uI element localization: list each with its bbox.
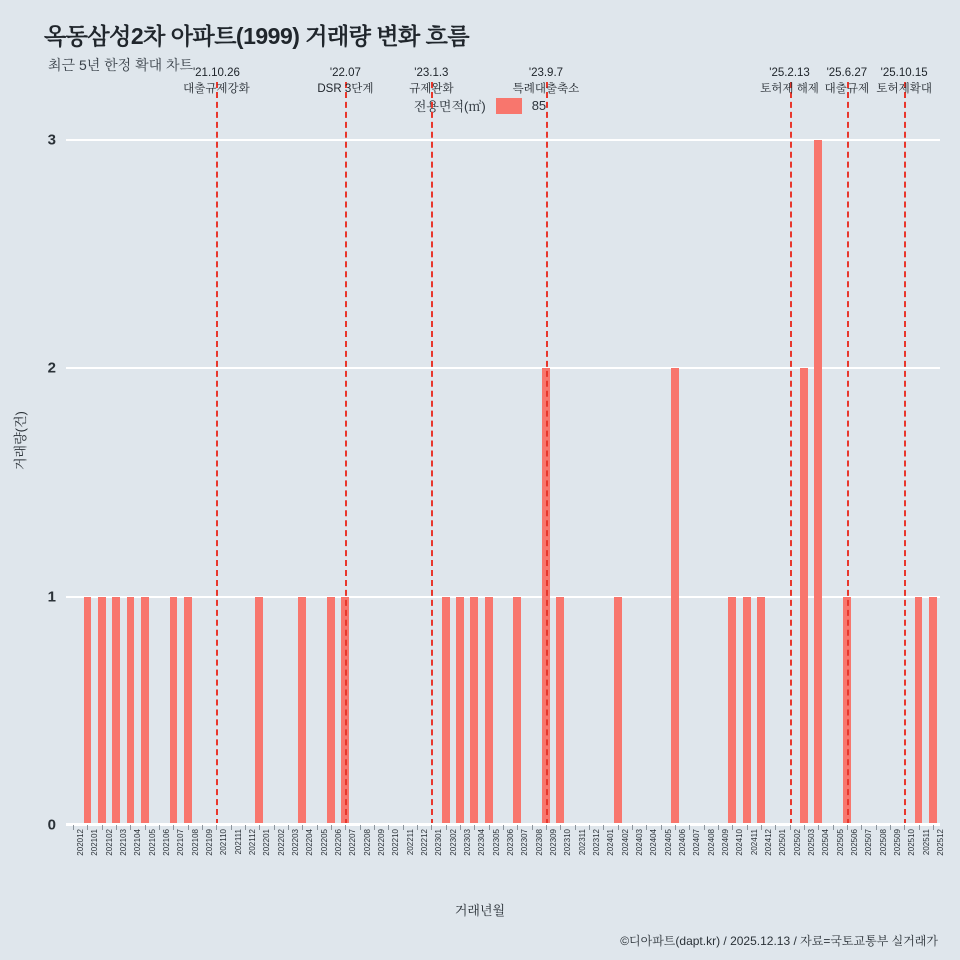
x-tick-label: 202205 [319,829,329,856]
x-tick-label: 202309 [548,829,558,856]
x-tick-mark [904,825,905,830]
x-tick-mark [345,825,346,830]
x-tick-mark [532,825,533,830]
bar [84,597,92,825]
x-tick-label: 202209 [377,829,387,856]
x-tick-label: 202407 [692,829,702,856]
bar [298,597,306,825]
event-name: DSR 3단계 [317,83,374,95]
x-tick-label: 202406 [677,829,687,856]
x-tick-mark [245,825,246,830]
bar [442,597,450,825]
event-label-202510 [876,65,932,97]
x-tick-mark [216,825,217,830]
x-tick-mark [331,825,332,830]
event-date: '22.07 [329,67,361,79]
x-axis-ticks [66,825,945,905]
x-tick-mark [446,825,447,830]
x-tick-label: 202511 [921,829,931,856]
x-tick-label: 202211 [405,829,415,856]
event-date: '23.9.7 [528,67,564,79]
x-tick-label: 202412 [763,829,773,856]
event-line-202301 [431,82,433,825]
x-tick-label: 202107 [176,829,186,856]
x-tick-mark [890,825,891,830]
x-tick-label: 202505 [835,829,845,856]
bar [485,597,493,825]
bar [170,597,178,825]
y-axis-label: 거래량(건) [13,411,28,470]
event-label-202506 [825,65,869,97]
x-tick-mark [632,825,633,830]
event-label-202301 [409,65,453,97]
x-tick-mark [317,825,318,830]
x-tick-mark [73,825,74,830]
x-tick-label: 202404 [649,829,659,856]
x-tick-mark [188,825,189,830]
x-tick-label: 202301 [434,829,444,856]
x-tick-mark [116,825,117,830]
x-tick-mark [360,825,361,830]
legend-title: 전용면적(㎡) [413,99,486,114]
x-tick-mark [661,825,662,830]
event-line-202110 [216,82,218,825]
x-tick-label: 202212 [420,829,430,856]
x-tick-label: 202409 [720,829,730,856]
event-line-202502 [790,82,792,825]
x-tick-mark [646,825,647,830]
x-tick-mark [302,825,303,830]
y-tick-label: 2 [47,359,56,377]
bar [728,597,736,825]
x-tick-mark [489,825,490,830]
x-tick-label: 202311 [577,829,587,856]
x-tick-mark [431,825,432,830]
x-tick-label: 202308 [534,829,544,856]
x-tick-mark [833,825,834,830]
x-tick-mark [618,825,619,830]
event-line-202207 [345,82,347,825]
x-tick-mark [575,825,576,830]
gridline-3 [47,131,940,149]
event-name: 대출규제 [824,83,870,95]
x-tick-mark [704,825,705,830]
x-tick-label: 202503 [806,829,816,856]
gridline-1 [47,588,940,606]
page-title: 옥동삼성2차 아파트(1999) 거래량 변화 흐름 [44,23,470,49]
x-tick-label: 202210 [391,829,401,856]
x-tick-mark [861,825,862,830]
x-tick-label: 202510 [907,829,917,856]
bar [456,597,464,825]
x-tick-mark [159,825,160,830]
event-name: 토허제 해제 [760,83,819,95]
bar [915,597,923,825]
x-tick-mark [689,825,690,830]
x-tick-mark [933,825,934,830]
x-tick-label: 202304 [477,829,487,856]
event-line-202309 [546,82,548,825]
x-tick-label: 202512 [935,829,945,856]
x-tick-label: 202502 [792,829,802,856]
legend-swatch-85 [496,98,522,114]
bar [127,597,135,825]
bar [800,368,808,825]
x-tick-mark [87,825,88,830]
x-tick-mark [775,825,776,830]
x-tick-label: 202306 [506,829,515,856]
bar [556,597,564,825]
x-tick-label: 202410 [735,829,745,856]
x-tick-label: 202108 [190,829,200,856]
y-tick-label: 3 [47,131,56,149]
event-label-202309 [513,65,580,97]
x-tick-mark [747,825,748,830]
x-tick-mark [102,825,103,830]
x-tick-label: 202109 [205,829,215,856]
x-tick-mark [560,825,561,830]
x-tick-mark [288,825,289,830]
bar [743,597,751,825]
x-tick-label: 202102 [104,829,114,856]
chart-legend [0,96,960,115]
x-tick-mark [202,825,203,830]
x-tick-mark [718,825,719,830]
event-line-202510 [904,82,906,825]
legend-label-85: 85 [531,98,547,113]
y-tick-label: 1 [47,588,56,606]
x-tick-label: 202509 [892,829,902,856]
x-tick-mark [761,825,762,830]
x-tick-label: 202401 [606,829,616,856]
x-tick-label: 202206 [334,829,344,856]
event-name: 토허제확대 [876,83,932,95]
x-tick-mark [589,825,590,830]
event-date: '23.1.3 [414,67,449,79]
x-tick-mark [919,825,920,830]
x-axis-baseline [66,823,940,825]
x-tick-mark [546,825,547,830]
x-tick-label: 202111 [233,829,243,855]
x-tick-label: 202307 [520,829,530,856]
x-tick-mark [130,825,131,830]
event-date: '25.6.27 [826,67,868,79]
bar [255,597,263,825]
x-tick-label: 202312 [591,829,601,856]
event-date: '25.2.13 [769,67,810,79]
x-tick-mark [503,825,504,830]
x-tick-mark [145,825,146,830]
x-axis-label: 거래년월 [454,903,506,918]
gridline-2 [47,359,940,377]
y-tick-label: 0 [47,816,56,834]
bar [513,597,521,825]
event-label-202110 [183,65,250,97]
x-tick-mark [403,825,404,830]
x-tick-mark [876,825,877,830]
x-tick-label: 202403 [634,829,644,856]
event-name: 대출규제강화 [183,83,250,95]
x-tick-label: 202104 [133,829,143,856]
x-tick-label: 202105 [147,829,157,856]
event-date: '21.10.26 [192,67,240,79]
x-tick-label: 202112 [248,829,258,856]
x-tick-mark [388,825,389,830]
x-tick-mark [818,825,819,830]
x-tick-mark [474,825,475,830]
x-tick-mark [259,825,260,830]
x-tick-label: 202208 [362,829,372,856]
x-tick-mark [374,825,375,830]
x-tick-mark [417,825,418,830]
bar [98,597,106,825]
x-tick-mark [603,825,604,830]
x-tick-label: 202310 [563,829,573,856]
x-tick-mark [231,825,232,830]
x-tick-label: 202504 [821,829,831,856]
x-tick-label: 202012 [76,829,86,856]
footer-credit: ©디아파트(dapt.kr) / 2025.12.13 / 자료=국토교통부 실거래가 [620,934,938,948]
event-label-202502 [760,65,819,97]
bar [614,597,622,825]
bar [327,597,335,825]
x-tick-label: 202110 [219,829,229,856]
x-tick-label: 202402 [620,829,630,856]
bar [757,597,765,825]
x-tick-label: 202204 [305,829,315,856]
bar [141,597,149,825]
event-line-202506 [847,82,849,825]
x-tick-label: 202501 [778,829,788,856]
bar [112,597,120,825]
page-subtitle: 최근 5년 한정 확대 차트 [48,57,194,73]
bar [184,597,192,825]
x-tick-label: 202106 [162,829,172,856]
x-tick-label: 202506 [849,829,859,856]
x-tick-label: 202203 [291,829,301,856]
x-tick-label: 202507 [864,829,874,856]
x-tick-label: 202101 [90,829,100,856]
x-tick-label: 202302 [448,829,458,856]
x-tick-mark [675,825,676,830]
x-tick-mark [790,825,791,830]
x-tick-label: 202411 [749,829,759,856]
x-tick-label: 202103 [119,829,129,856]
x-tick-mark [732,825,733,830]
event-label-202207 [317,65,373,97]
x-tick-label: 202405 [663,829,673,856]
bar [814,140,822,825]
x-tick-label: 202305 [491,829,501,856]
bar [929,597,937,825]
bar [470,597,478,825]
x-tick-label: 202408 [706,829,716,856]
x-tick-mark [847,825,848,830]
x-tick-label: 202207 [348,829,358,856]
x-tick-label: 202201 [262,829,272,856]
x-tick-label: 202202 [276,829,286,856]
x-tick-label: 202508 [878,829,888,856]
bar [671,368,679,825]
x-tick-mark [804,825,805,830]
event-date: '25.10.15 [880,67,928,79]
x-tick-mark [173,825,174,830]
event-name: 규제완화 [409,83,454,95]
x-tick-mark [460,825,461,830]
event-name: 특례대출축소 [512,83,580,95]
x-tick-mark [517,825,518,830]
x-tick-label: 202303 [463,829,473,856]
x-tick-mark [274,825,275,830]
